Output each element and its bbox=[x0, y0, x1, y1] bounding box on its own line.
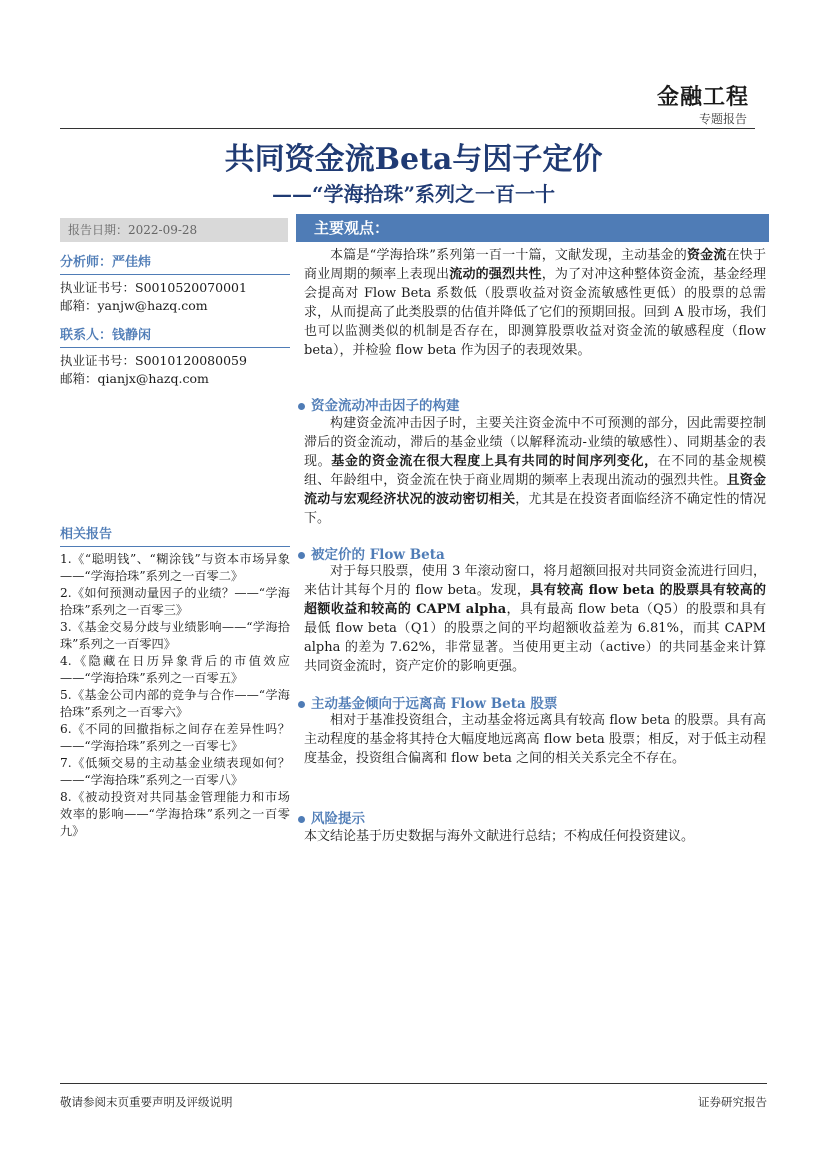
risk-paragraph: 本文结论基于历史数据与海外文献进行总结；不构成任何投资建议。 bbox=[304, 829, 695, 844]
top-divider bbox=[60, 128, 755, 129]
report-title: 共同资金流Beta与因子定价 bbox=[224, 142, 603, 177]
report-subtitle: ——“学海拾珠”系列之一百一十 bbox=[271, 182, 555, 206]
related-item[interactable]: 2.《如何预测动量因子的业绩？——“学海拾珠”系列之一百零三》 bbox=[60, 586, 290, 617]
analyst-email[interactable]: 邮箱：yanjw@hazq.com bbox=[60, 298, 208, 313]
footer-label: 证券研究报告 bbox=[698, 1095, 767, 1109]
doc-type: 专题报告 bbox=[698, 112, 747, 126]
contact-divider bbox=[60, 347, 290, 348]
priced-beta-paragraph: 对于每只股票，使用 3 年滚动窗口，将月超额回报对共同资金流进行回归，来估计其每个月的 flow beta。发现，具有较高 flow beta 的股票具有较高的超额收益和较高的 CAPM alpha，具有最高 flow beta（Q5）的股票和具有最低 flow beta（Q1）的股票之间的平均超额收益差为 6.81%，而其 CAPM alpha 的差为 7.62%，非常显著。当使用更主动（active）的共同基金来计算共同资金流时，资产定价的影响更强。 bbox=[304, 564, 767, 674]
active-funds-section bbox=[304, 711, 766, 768]
section-heading-priced-beta: 被定价的 Flow Beta bbox=[298, 543, 445, 563]
intro-paragraph: 本篇是“学海拾珠”系列第一百一十篇，文献发现，主动基金的资金流在快于商业周期的频率上表现出流动的强烈共性，为了对冲这种整体资金流，基金经理会提高对 Flow Beta 系数低（股票收益对资金流敏感性更低）的股票的总需求，从而提高了此类股票的估值并降低了它们的预期回报。回到 A 股市场，我们也可以监测类似的机制是否存在，即测算股票收益对资金流的敏感程度（flow beta），并检验 flow beta 作为因子的表现效果。 bbox=[304, 248, 766, 358]
contact-name: 联系人：钱静闲 bbox=[60, 328, 152, 343]
bullet-icon bbox=[298, 552, 305, 559]
active-funds-paragraph: 相对于基准投资组合，主动基金将远离具有较高 flow beta 的股票。具有高主动程度的基金将其持仓大幅度地远离高 flow beta 股票；相反，对于低主动程度基金，投资组合偏离和 flow beta 之间的相关关系完全不存在。 bbox=[304, 713, 766, 766]
contact-email[interactable]: 邮箱：qianjx@hazq.com bbox=[60, 371, 209, 386]
bullet-icon bbox=[298, 816, 305, 823]
related-list bbox=[60, 551, 290, 840]
related-divider bbox=[60, 546, 290, 547]
analyst-cert: 执业证书号：S0010520070001 bbox=[60, 280, 247, 295]
analyst-block bbox=[60, 254, 290, 315]
contact-cert: 执业证书号：S0010120080059 bbox=[60, 353, 247, 368]
related-reports bbox=[60, 526, 290, 840]
related-item[interactable]: 5.《基金公司内部的竞争与合作——“学海拾珠”系列之一百零六》 bbox=[60, 688, 290, 719]
related-reports-title: 相关报告 bbox=[60, 527, 113, 542]
risk-section bbox=[304, 827, 766, 846]
related-item[interactable]: 3.《基金交易分歧与业绩影响——“学海拾珠”系列之一百零四》 bbox=[60, 620, 290, 651]
flow-shock-paragraph: 构建资金流冲击因子时，主要关注资金流中不可预测的部分，因此需要控制滞后的资金流动，滞后的基金业绩（以解释流动-业绩的敏感性）、同期基金的表现。基金的资金流在很大程度上具有共同的时间序列变化，在不同的基金规模组、年龄组中，资金流在快于商业周期的频率上表现出流动的强烈共性。且资金流动与宏观经济状况的波动密切相关，尤其是在投资者面临经济不确定性的情况下。 bbox=[304, 416, 766, 526]
flow-shock-section bbox=[304, 414, 766, 528]
main-points-heading: 主要观点： bbox=[296, 214, 769, 242]
analyst-name: 分析师：严佳炜 bbox=[60, 255, 152, 270]
related-item[interactable]: 1.《“聪明钱”、“糊涂钱”与资本市场异象——“学海拾珠”系列之一百零二》 bbox=[60, 552, 290, 583]
related-item[interactable]: 7.《低频交易的主动基金业绩表现如何？——“学海拾珠”系列之一百零八》 bbox=[60, 756, 290, 787]
section-heading-flow-shock: 资金流动冲击因子的构建 bbox=[298, 394, 460, 414]
intro-section bbox=[304, 246, 766, 360]
related-item[interactable]: 6.《不同的回撤指标之间存在差异性吗？——“学海拾珠”系列之一百零七》 bbox=[60, 722, 290, 753]
bottom-divider bbox=[60, 1083, 767, 1084]
related-item[interactable]: 4.《隐藏在日历异象背后的市值效应——“学海拾珠”系列之一百零五》 bbox=[60, 654, 290, 685]
related-item[interactable]: 8.《被动投资对共同基金管理能力和市场效率的影响——“学海拾珠”系列之一百零九》 bbox=[60, 790, 290, 838]
footer-disclaimer: 敬请参阅末页重要声明及评级说明 bbox=[60, 1095, 233, 1109]
analyst-divider bbox=[60, 274, 290, 275]
report-date: 报告日期：2022-09-28 bbox=[60, 218, 288, 242]
section-heading-risk: 风险提示 bbox=[298, 807, 365, 827]
bullet-icon bbox=[298, 403, 305, 410]
section-heading-active-funds: 主动基金倾向于远离高 Flow Beta 股票 bbox=[298, 692, 557, 712]
priced-beta-section bbox=[304, 562, 766, 676]
bullet-icon bbox=[298, 701, 305, 708]
contact-block bbox=[60, 327, 290, 388]
brand-title: 金融工程 bbox=[656, 84, 749, 110]
